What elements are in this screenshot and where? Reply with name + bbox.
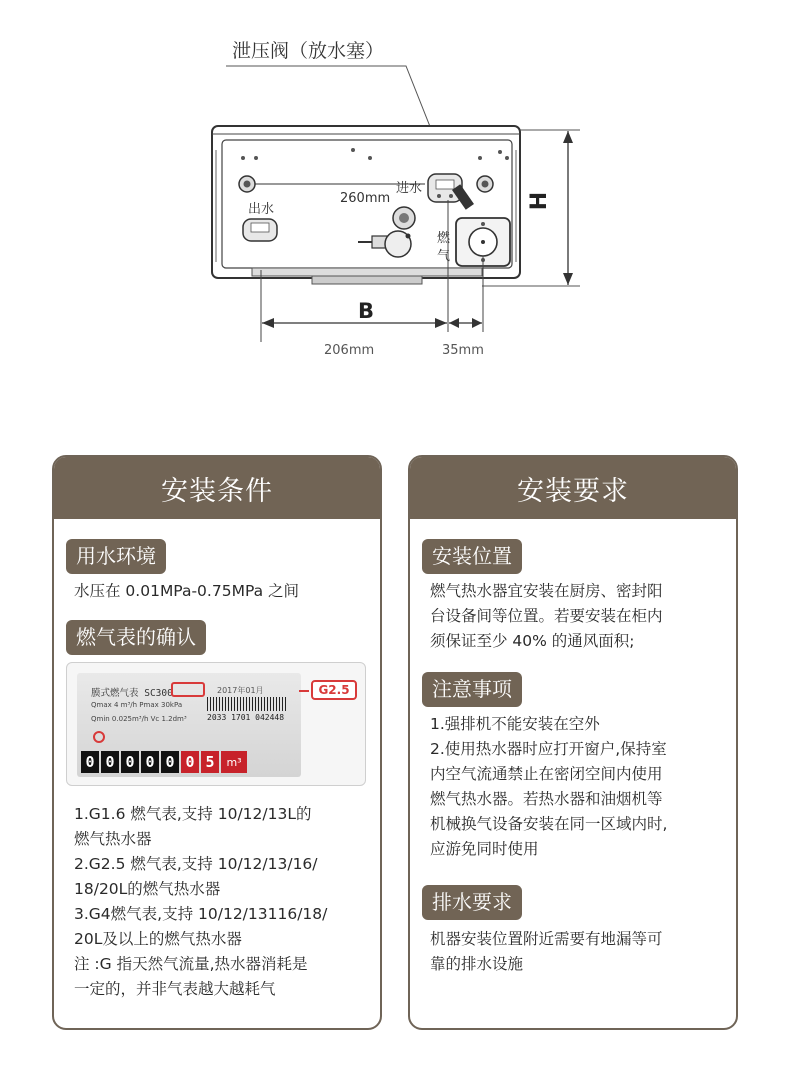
- gas-meter-note-line: 燃气热水器: [74, 830, 152, 848]
- gas-meter-note-line: 20L及以上的燃气热水器: [74, 930, 242, 948]
- callout-arrow: [299, 690, 309, 692]
- inlet-fitting-label: [436, 180, 454, 189]
- power-plug-dot: [406, 234, 411, 239]
- position-line: 台设备间等位置。若要安装在柜内: [430, 607, 663, 625]
- screw-dot: [241, 156, 245, 160]
- gas-label-2: 气: [437, 249, 451, 264]
- gas-meter-note-line: 注 :G 指天然气流量,热水器消耗是: [74, 955, 308, 973]
- b-arrow-right: [435, 318, 447, 328]
- h-dim-label: H: [527, 191, 552, 211]
- gas-meter-tag: 燃气表的确认: [66, 620, 206, 655]
- meter-digit: 0: [101, 751, 119, 773]
- precaution-line: 燃气热水器。若热水器和油烟机等: [430, 790, 663, 808]
- drainage-tag: 排水要求: [422, 885, 522, 920]
- inlet-dot: [437, 194, 441, 198]
- installation-conditions-panel: [52, 455, 382, 1030]
- drainage-text: [430, 927, 663, 977]
- valve-label: 泄压阀（放水塞）: [232, 40, 385, 62]
- precautions-tag: 注意事项: [422, 672, 522, 707]
- gas-meter-note-line: 2.G2.5 燃气表,支持 10/12/13/16/: [74, 855, 318, 873]
- water-pressure-text: 水压在 0.01MPa-0.75MPa 之间: [74, 582, 300, 600]
- meter-unit: m³: [221, 751, 247, 773]
- meter-digit-red: 0: [181, 751, 199, 773]
- gas-screw: [481, 222, 485, 226]
- screw-dot: [505, 156, 509, 160]
- precaution-line: 2.使用热水器时应打开窗户,保持室: [430, 740, 667, 758]
- h-arrow-top: [563, 131, 573, 143]
- precaution-line: 1.强排机不能安装在空外: [430, 715, 600, 733]
- middle-knob-core: [399, 213, 409, 223]
- position-line: 燃气热水器宜安装在厨房、密封阳: [430, 582, 663, 600]
- b-arrow-left: [262, 318, 274, 328]
- inlet-dot: [449, 194, 453, 198]
- meter-digit: 0: [161, 751, 179, 773]
- meter-spec-line-2: Qmin 0.025m³/h Vc 1.2dm³: [91, 715, 187, 723]
- gas-meter-plate: [77, 673, 301, 777]
- dim-35-label: 35mm: [442, 343, 484, 358]
- installation-requirements-panel: [408, 455, 738, 1030]
- meter-digit: 0: [81, 751, 99, 773]
- installation-conditions-title: 安装条件: [54, 457, 380, 519]
- installation-position-tag: 安装位置: [422, 539, 522, 574]
- meter-highlight-box: [171, 682, 205, 697]
- drainage-line: 靠的排水设施: [430, 955, 524, 973]
- meter-serial: 2033 1701 042448: [207, 713, 285, 722]
- gas-meter-note-line: 一定的，并非气表越大越耗气: [74, 980, 276, 998]
- installation-position-text: [430, 579, 663, 654]
- meter-date: 2017年01月: [217, 686, 264, 695]
- b-dim-label: B: [358, 299, 375, 323]
- gas-meter-note-line: 1.G1.6 燃气表,支持 10/12/13L的: [74, 805, 312, 823]
- left-connector-core: [244, 181, 251, 188]
- water-environment-tag: 用水环境: [66, 539, 166, 574]
- meter-counter: [81, 751, 247, 773]
- screw-dot: [498, 150, 502, 154]
- outlet-fitting-label: [251, 223, 269, 232]
- precaution-line: 机械换气设备安装在同一区域内时,: [430, 815, 668, 833]
- screw-dot: [478, 156, 482, 160]
- gas-meter-note-line: 18/20L的燃气热水器: [74, 880, 221, 898]
- meter-digit: 0: [141, 751, 159, 773]
- gas-meter-note-line: 3.G4燃气表,支持 10/12/13116/18/: [74, 905, 328, 923]
- meter-callout: G2.5: [311, 680, 357, 700]
- gas-meter-notes: [74, 802, 327, 1002]
- precautions-text: [430, 712, 667, 862]
- meter-spec-line-1: Qmax 4 m³/h Pmax 30kPa: [91, 701, 183, 709]
- installation-requirements-title: 安装要求: [410, 457, 736, 519]
- gas-meter-image: [66, 662, 366, 786]
- right-connector-core: [482, 181, 489, 188]
- gas-connector-dot: [481, 240, 485, 244]
- h-arrow-bottom: [563, 273, 573, 285]
- drainage-line: 机器安装位置附近需要有地漏等可: [430, 930, 663, 948]
- meter-barcode: [207, 697, 287, 711]
- dim-206-label: 206mm: [324, 343, 375, 358]
- heater-bracket: [312, 276, 422, 284]
- dim-35-arrow-left: [449, 318, 459, 328]
- dim-35-arrow-right: [472, 318, 482, 328]
- gas-label-1: 燃: [437, 231, 451, 246]
- meter-model: 膜式燃气表 SC300: [91, 688, 173, 699]
- inlet-label: 进水: [396, 181, 423, 196]
- screw-dot: [351, 148, 355, 152]
- precaution-line: 应游免同时使用: [430, 840, 539, 858]
- dim-260-label: 260mm: [340, 191, 391, 206]
- screw-dot: [254, 156, 258, 160]
- position-line: 须保证至少 40% 的通风面积;: [430, 632, 635, 650]
- meter-digit: 0: [121, 751, 139, 773]
- precaution-line: 内空气流通禁止在密闭空间内使用: [430, 765, 663, 783]
- meter-logo-icon: [93, 731, 105, 743]
- screw-dot: [368, 156, 372, 160]
- meter-digit-red: 5: [201, 751, 219, 773]
- outlet-label: 出水: [248, 202, 275, 217]
- heater-bottom-diagram: [0, 0, 790, 400]
